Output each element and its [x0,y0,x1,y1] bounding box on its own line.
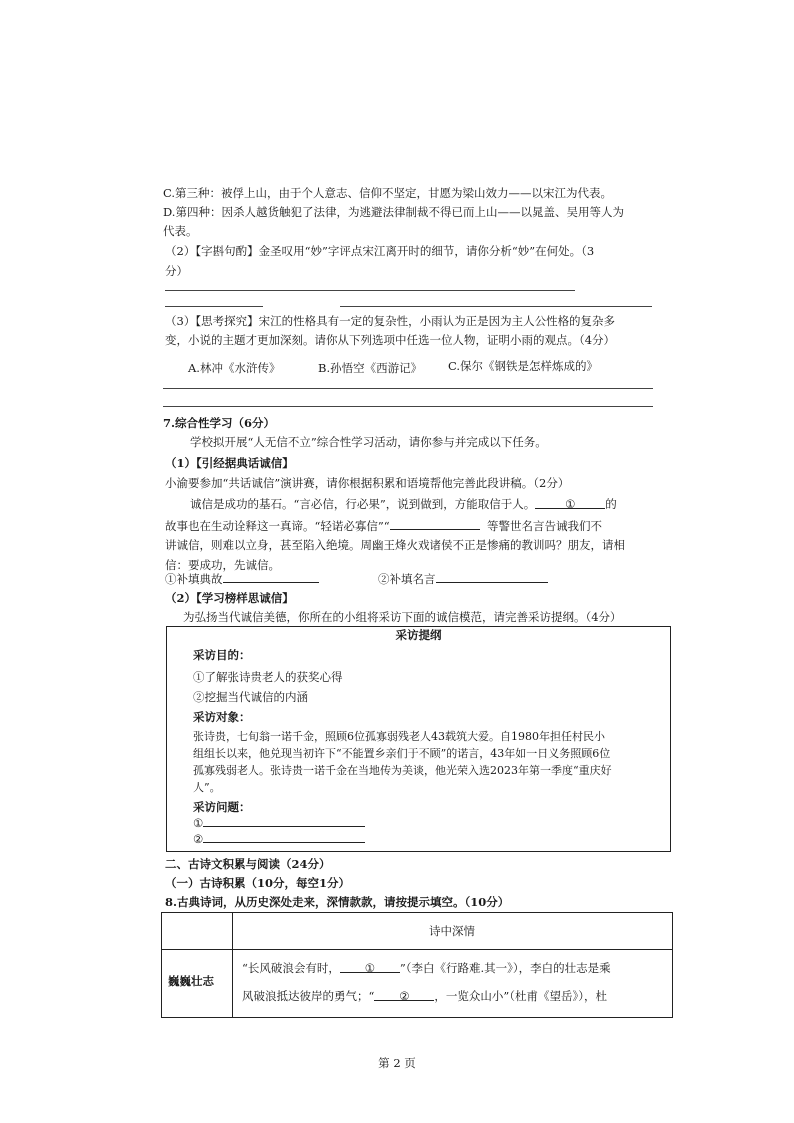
fill-blank-2[interactable] [436,570,548,583]
question-row-1 [193,814,365,831]
choice-c: C.保尔《钢铁是怎样炼成的》 [448,359,599,373]
q6-part3-line2: 变，小说的主题才更加深刻。请你从下列选项中任选一位人物，证明小雨的观点。（4分） [165,333,616,347]
question-blank-1[interactable] [203,814,365,827]
poem-table [161,912,673,1018]
q7-task2-title: （2）【学习榜样思诚信】 [165,591,294,605]
box-title: 采访提纲 [395,628,442,642]
row-label: 巍巍壮志 [168,974,214,988]
fill-row [378,570,548,587]
fill-row [165,570,319,587]
fill-label-2: ②补填名言 [378,572,436,586]
poem-text: “长风破浪会有时， [242,961,340,975]
table-divider [162,949,672,950]
purpose-1: ①了解张诗贵老人的获奖心得 [193,670,343,684]
answer-line[interactable] [165,306,263,307]
fill-label-1: ①补填典故 [165,572,223,586]
part2-title: 二、古诗文积累与阅读（24分） [165,857,331,871]
answer-line[interactable] [340,306,652,307]
blank-number: ① [364,961,376,975]
poem-text: 风破浪抵达彼岸的勇气；“ [242,989,375,1003]
option-d-line1: D.第四种：因杀人越货触犯了法律，为逃避法律制裁不得已而上山——以晁盖、吴用等人为 [163,205,624,219]
table-row-line1 [242,960,611,976]
table-row-line2 [242,988,607,1004]
q7-title: 7.综合性学习（6分） [163,416,276,430]
table-header: 诗中深情 [429,924,475,938]
speech-text: 的 [605,497,617,511]
q7-task1-title: （1）【引经据典话诚信】 [165,456,294,470]
target-label: 采访对象： [193,710,251,724]
answer-line[interactable] [165,290,575,291]
blank-number: ① [565,497,576,511]
target-line1: 张诗贵，七旬翁一诺千金，照顾6位孤寡弱残老人43载筑大爱。自1980年担任村民小 [193,730,605,743]
question-number-2: ② [193,832,204,846]
q7-task2-desc: 为弘扬当代诚信美德，你所在的小组将采访下面的诚信模范，请完善采访提纲。（4分） [183,610,622,624]
question-blank-2[interactable] [203,830,365,843]
answer-line[interactable] [163,406,653,407]
speech-text: 等警世名言告诫我们不 [486,519,602,533]
question-row-2 [193,830,365,847]
speech-text: 诚信是成功的基石。“言必信，行必果”，说到做到，方能取信于人。 [190,497,536,511]
interview-outline-box [166,626,671,852]
target-line4: 人”。 [193,781,221,794]
page-number: 第 2 页 [378,1056,416,1070]
q7-intro: 学校拟开展“人无信不立”综合性学习活动，请你参与并完成以下任务。 [190,435,547,449]
speech-line1 [190,496,617,512]
poem-blank-1[interactable] [340,960,400,973]
questions-label: 采访问题： [193,800,251,814]
target-line2: 组组长以来，他兑现当初许下“不能置乡亲们于不顾”的诺言，43年如一日义务照顾6位 [193,747,611,760]
option-c: C.第三种：被俘上山，由于个人意志、信仰不坚定，甘愿为梁山效力——以宋江为代表。 [163,186,613,200]
speech-text: 故事也在生动诠释这一真谛。“轻诺必寡信”“ [165,519,390,533]
answer-line[interactable] [163,388,653,389]
q6-part3-line1: （3）【思考探究】宋江的性格具有一定的复杂性，小雨认为正是因为主人公性格的复杂多 [165,314,616,328]
purpose-label: 采访目的： [193,648,251,662]
q7-task1-desc: 小渝要参加“共话诚信”演讲赛，请你根据积累和语境帮他完善此段讲稿。（2分） [165,476,570,490]
speech-line4: 信：要成功，先诚信。 [165,558,280,572]
poem-blank-2[interactable] [374,988,434,1001]
choice-b: B.孙悟空《西游记》 [318,361,423,375]
blank-number: ② [399,989,410,1003]
question-number-1: ① [193,816,204,830]
purpose-2: ②挖掘当代诚信的内涵 [193,690,308,704]
q8-title: 8.古典诗词，从历史深处走来，深情款款，请按提示填空。（10分） [165,895,510,909]
q6-part2-line2: 分） [165,264,188,278]
option-d-line2: 代表。 [163,224,198,238]
target-line3: 孤寡残弱老人。张诗贵一诺千金在当地传为美谈，他光荣入选2023年第一季度“重庆好 [193,764,612,777]
q6-part2-line1: （2）【字斟句酌】金圣叹用“妙”字评点宋江离开时的细节，请你分析“妙”在何处。（3 [165,244,595,258]
speech-line3: 讲诚信，则难以立身，甚至陷入绝境。周幽王烽火戏诸侯不正是惨痛的教训吗？朋友，请相 [165,538,625,552]
speech-blank-2[interactable] [390,517,480,530]
poem-text: ”（李白《行路难.其一》），李白的壮志是乘 [399,961,611,975]
poem-text: ，一览众山小”（杜甫《望岳》），杜 [434,989,608,1003]
speech-blank-1[interactable] [535,496,605,509]
speech-line2 [165,517,602,534]
choice-a: A.林冲《水浒传》 [188,361,281,375]
part2-subtitle: （一）古诗积累（10分，每空1分） [165,876,351,890]
fill-blank-1[interactable] [223,570,319,583]
